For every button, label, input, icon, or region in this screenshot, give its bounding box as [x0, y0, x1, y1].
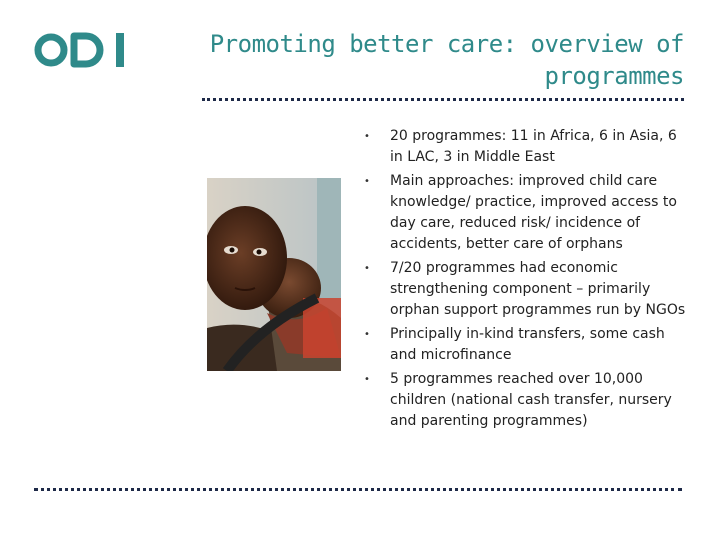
bullet-text: Main approaches: improved child care knowledge/ practice, improved access to day care, reduced risk/ incidence of accidents, better care of orphans: [390, 173, 677, 252]
bullet-item: [362, 324, 692, 366]
bullet-item: [362, 258, 692, 321]
bullet-text: Principally in-kind transfers, some cash and microfinance: [390, 326, 665, 363]
bullet-text: 20 programmes: 11 in Africa, 6 in Asia, 6 in LAC, 3 in Middle East: [390, 128, 677, 165]
bullet-marker: •: [364, 176, 370, 187]
bullet-marker: •: [364, 374, 370, 385]
bullet-item: [362, 171, 692, 255]
bullet-marker: •: [364, 263, 370, 274]
page-title: Promoting better care: overview of programmes: [209, 30, 684, 90]
odi-logo: [34, 28, 134, 72]
footer-divider: [34, 488, 682, 491]
bullet-text: 5 programmes reached over 10,000 children (national cash transfer, nursery and parenting programmes): [390, 371, 672, 429]
bullet-item: [362, 126, 692, 168]
bullet-item: [362, 369, 692, 432]
bullet-marker: •: [364, 329, 370, 340]
title-divider: [202, 98, 684, 101]
bullet-text: 7/20 programmes had economic strengthening component – primarily orphan support programmes run by NGOs: [390, 260, 686, 318]
bullet-marker: •: [364, 131, 370, 142]
children-photo: [207, 178, 341, 371]
bullet-list: [362, 126, 692, 435]
